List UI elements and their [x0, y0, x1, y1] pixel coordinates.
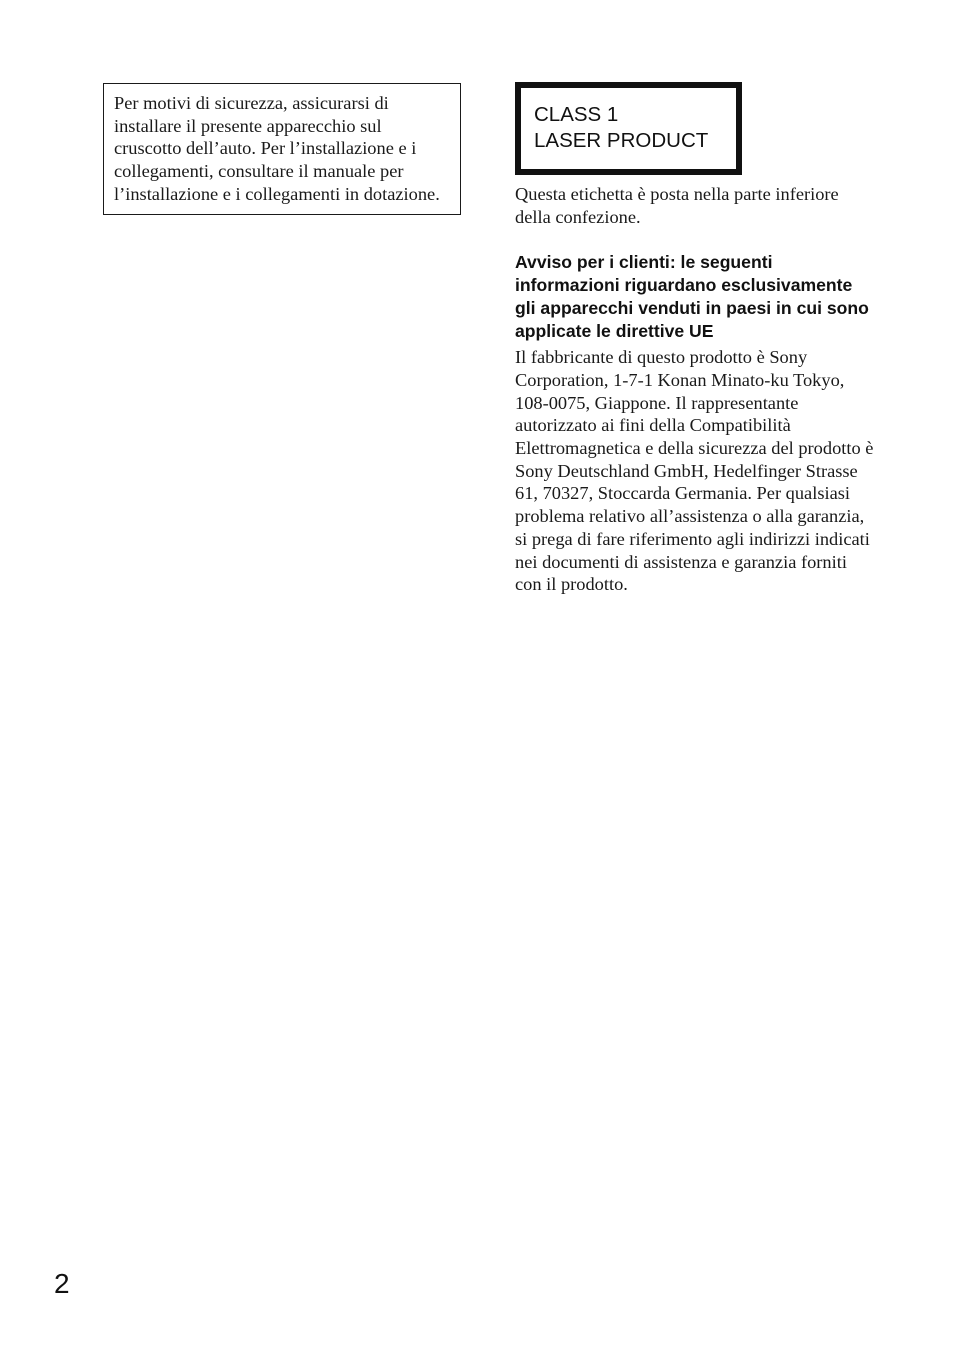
page-number: 2: [54, 1268, 70, 1299]
laser-class-label: [515, 82, 742, 175]
safety-notice-box: Per motivi di sicurezza, assicurarsi di installare il presente apparecchio sul cruscotto dell’auto. Per l’installazione e i collegamenti, consultare il manuale per l’installazione e i collegamenti in dotazione.: [103, 83, 461, 215]
eu-notice-body: Il fabbricante di questo prodotto è Sony Corporation, 1-7-1 Konan Minato-ku Tokyo, 108-0075, Giappone. Il rappresentante autorizzato ai fini della Compatibilità Elettromagnetica e della sicurezza del prodotto è Sony Deutschland GmbH, Hedelfinger Strasse 61, 70327, Stoccarda Germania. Per qualsiasi problema relativo all’assistenza o alla garanzia, si prega di fare riferimento agli indirizzi indicati nei documenti di assistenza e garanzia forniti con il prodotto.: [515, 347, 874, 595]
right-column: [515, 82, 875, 596]
eu-notice-heading: Avviso per i clienti: le seguenti informazioni riguardano esclusivamente gli apparecchi venduti in paesi in cui sono applicate le direttive UE: [515, 252, 869, 341]
left-column: [103, 83, 461, 215]
laser-label-line-2: LASER PRODUCT: [534, 129, 709, 152]
laser-label-line-1: CLASS 1: [534, 103, 619, 126]
laser-label-caption: Questa etichetta è posta nella parte inferiore della confezione.: [515, 184, 839, 227]
